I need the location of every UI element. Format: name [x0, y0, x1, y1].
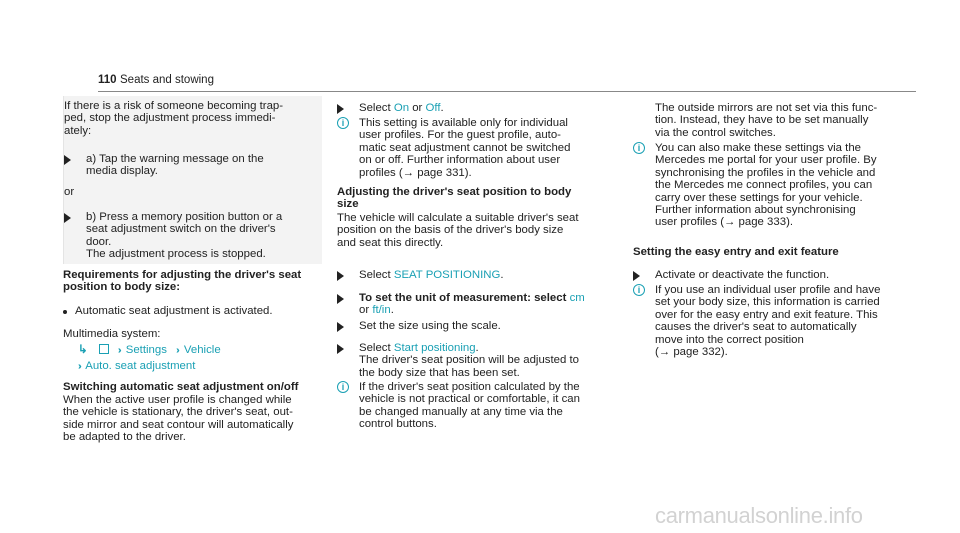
unit-step: To set the unit of measurement: select cm or ft/in.	[337, 292, 602, 317]
nav-auto-seat-link[interactable]: Auto. seat adjustment	[85, 360, 196, 373]
section-title: Seats and stowing	[120, 74, 214, 86]
scale-step: Set the size using the scale.	[337, 320, 602, 332]
info-icon: i	[633, 284, 645, 296]
mirrors-intro: The outside mirrors are not set via this func- tion. Instead, they have to be set manually via the control switches.	[655, 102, 878, 139]
step-arrow-icon	[337, 104, 344, 117]
step-arrow-icon	[633, 271, 640, 284]
adjust-heading: Adjusting the driver's seat position to body size	[337, 186, 572, 211]
page-number: 110	[98, 74, 117, 86]
nav-vehicle-link[interactable]: Vehicle	[183, 344, 221, 356]
page-header	[98, 73, 916, 92]
info-icon: i	[337, 117, 349, 129]
step-arrow-icon	[337, 271, 344, 284]
info-note-2: i If the driver's seat position calculated by the vehicle is not practical or comfortable, it can be changed manually at any time via the control buttons.	[337, 381, 602, 431]
start-positioning-link[interactable]: Start positioning	[393, 342, 476, 354]
step-arrow-icon	[337, 294, 344, 307]
info-note-4: i If you use an individual user profile and have set your body size, this information is carried over for the easy entry and exit feature. This causes the driver's seat to automatically move into the correct position (→ page 332).	[633, 284, 903, 358]
select-on-off-step: Select On or Off.	[337, 102, 602, 114]
box-or: or	[64, 186, 75, 198]
option-on[interactable]: On	[393, 102, 410, 114]
bullet-icon	[63, 310, 67, 314]
double-chevron-icon: ››	[78, 361, 79, 373]
step-arrow-icon	[337, 344, 344, 357]
double-chevron-icon: ››	[117, 345, 119, 356]
return-arrow-icon: ↳	[78, 344, 88, 356]
nav-settings-link[interactable]: Settings	[125, 344, 167, 356]
step-arrow-icon	[64, 213, 71, 226]
select-seat-positioning-step: Select SEAT POSITIONING.	[337, 269, 602, 281]
requirements-heading: Requirements for adjusting the driver's seat position to body size:	[63, 269, 302, 294]
unit-ftin[interactable]: ft/in	[372, 304, 391, 317]
switch-heading: Switching automatic seat adjustment on/off	[63, 381, 299, 393]
nav-path	[78, 344, 328, 374]
warning-box	[63, 96, 322, 264]
box-intro: If there is a risk of someone becoming trap- ped, stop the adjustment process immedi- ately:	[64, 100, 284, 137]
unit-cm[interactable]: cm	[569, 292, 585, 304]
box-step-b: b) Press a memory position button or a seat adjustment switch on the driver's door. The adjustment process is stopped.	[64, 211, 314, 261]
easy-entry-heading: Setting the easy entry and exit feature	[633, 246, 839, 258]
double-chevron-icon: ››	[176, 345, 177, 356]
adjust-body: The vehicle will calculate a suitable driver's seat position on the basis of the driver's body size and seat this directly.	[337, 212, 579, 249]
seat-positioning-link[interactable]: SEAT POSITIONING	[393, 269, 501, 281]
step-arrow-icon	[337, 322, 344, 335]
info-note-3: i You can also make these settings via the Mercedes me portal for your user profile. By synchronising the profiles in the vehicle and the Mercedes me connect profiles, you can carry over these settings for your vehicle. Further information about synchronising user profiles (→ page 333).	[633, 142, 903, 229]
watermark: carmanualsonline.info	[655, 503, 863, 528]
requirement-item: Automatic seat adjustment is activated.	[63, 305, 323, 317]
home-icon	[99, 344, 109, 354]
switch-body: When the active user profile is changed while the vehicle is stationary, the driver's seat, out- side mirror and seat contour will automatically be adapted to the driver.	[63, 394, 294, 444]
info-note-1: i This setting is available only for individual user profiles. For the guest profile, auto- matic seat adjustment cannot be switched on or off. Further information about user profiles (→ page 331).	[337, 117, 602, 179]
start-positioning-step: Select Start positioning. The driver's seat position will be adjusted to the body size that has been set.	[337, 342, 602, 379]
info-icon: i	[633, 142, 645, 154]
box-step-a: a) Tap the warning message on the media display.	[64, 153, 314, 178]
activate-step: Activate or deactivate the function.	[633, 269, 903, 281]
step-arrow-icon	[64, 155, 71, 168]
multimedia-label: Multimedia system:	[63, 328, 161, 340]
info-icon: i	[337, 381, 349, 393]
option-off[interactable]: Off	[425, 102, 441, 114]
